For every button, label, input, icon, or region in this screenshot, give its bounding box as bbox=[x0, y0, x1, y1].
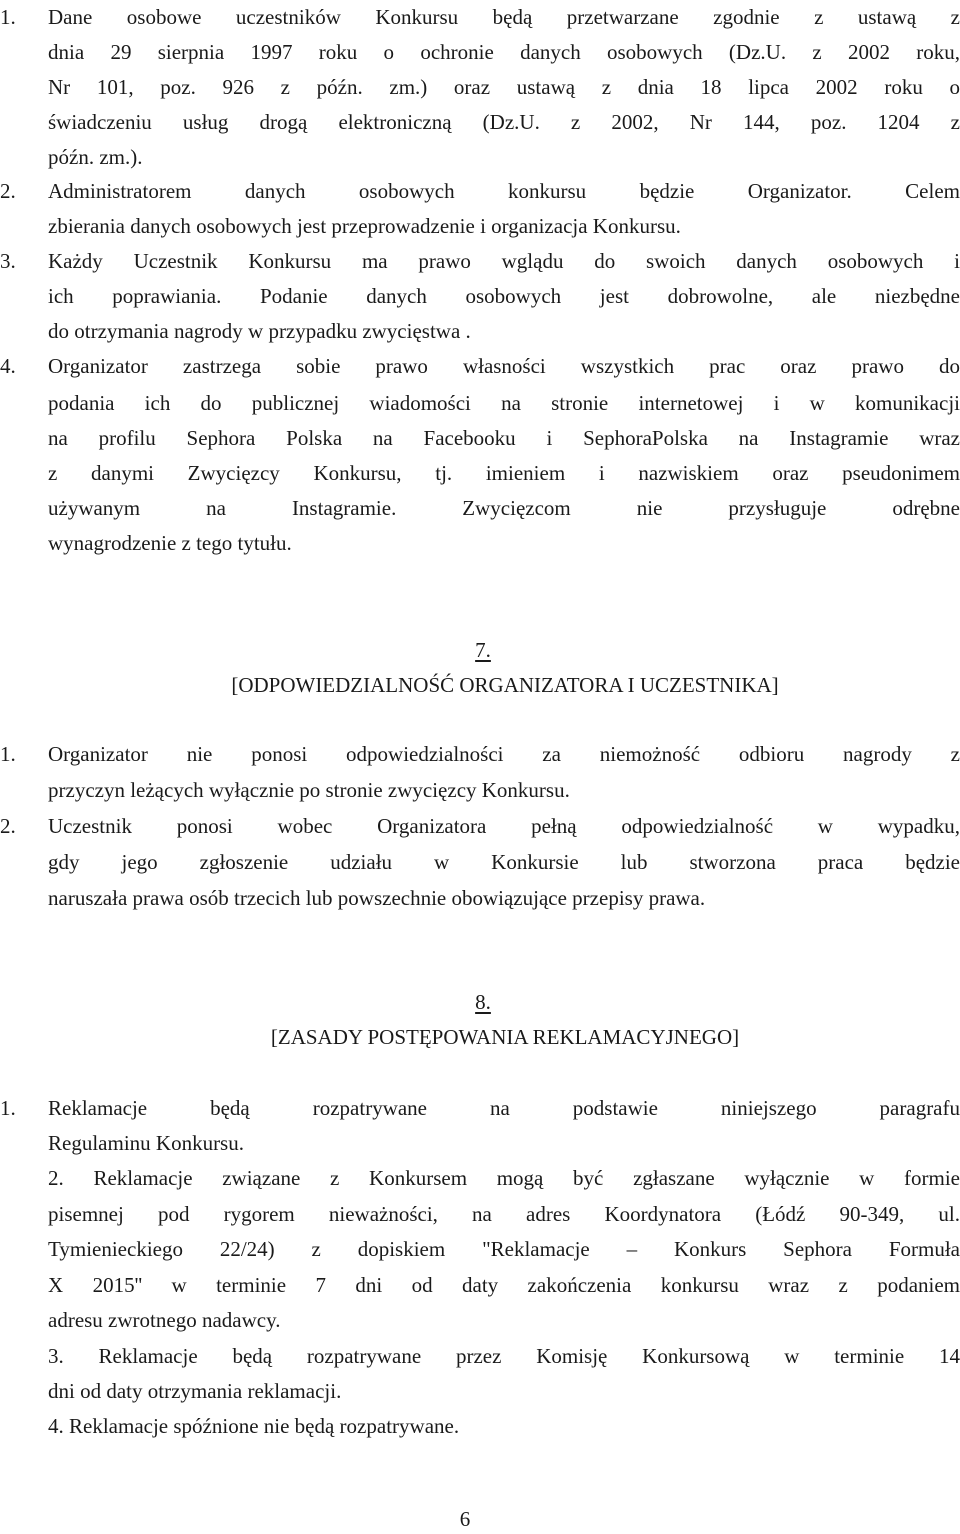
text-line: Regulaminu Konkursu. bbox=[48, 1131, 244, 1155]
section-number bbox=[0, 987, 960, 1017]
item-number: 2. bbox=[0, 179, 16, 203]
text-line: Dane osobowe uczestników Konkursu będą przetwarzane zgodnie z ustawą z bbox=[48, 5, 960, 29]
list-item bbox=[0, 246, 960, 282]
section-8-number: 8. bbox=[475, 990, 491, 1014]
section-7-title: [ODPOWIEDZIALNOŚĆ ORGANIZATORA I UCZESTNIKA] bbox=[231, 673, 779, 697]
section-7-number: 7. bbox=[475, 638, 491, 662]
text-line: 2. Reklamacje związane z Konkursem mogą być zgłaszane wyłącznie w formie bbox=[48, 1166, 960, 1190]
text-line: pisemnej pod rygorem nieważności, na adres Koordynatora (Łódź 90-349, ul. bbox=[48, 1202, 960, 1226]
section-8-title: [ZASADY POSTĘPOWANIA REKLAMACYJNEGO] bbox=[270, 1025, 740, 1049]
list-item bbox=[0, 2, 960, 38]
text-line: podania ich do publicznej wiadomości na stronie internetowej i w komunikacji bbox=[48, 391, 960, 415]
text-line: Administratorem danych osobowych konkursu będzie Organizator. Celem bbox=[48, 179, 960, 203]
text-line: do otrzymania nagrody w przypadku zwycięstwa . bbox=[48, 319, 471, 343]
text-line: Organizator zastrzega sobie prawo własności wszystkich prac oraz prawo do bbox=[48, 354, 960, 378]
list-item bbox=[0, 176, 960, 212]
text-line: naruszała prawa osób trzecich lub powszechnie obowiązujące przepisy prawa. bbox=[48, 886, 706, 910]
item-number: 1. bbox=[0, 1096, 16, 1120]
list-item bbox=[0, 811, 960, 847]
text-line: Uczestnik ponosi wobec Organizatora pełną odpowiedzialność w wypadku, bbox=[48, 814, 960, 838]
text-line: z danymi Zwycięzcy Konkursu, tj. imieniem i nazwiskiem oraz pseudonimem bbox=[48, 461, 960, 485]
text-line: 4. Reklamacje spóźnione nie będą rozpatrywane. bbox=[48, 1414, 460, 1438]
list-item bbox=[0, 1093, 960, 1129]
text-line: Nr 101, poz. 926 z późn. zm.) oraz ustawą z dnia 18 lipca 2002 roku o bbox=[48, 75, 960, 99]
item-number: 4. bbox=[0, 354, 16, 378]
text-line: świadczeniu usług drogą elektroniczną (Dz.U. z 2002, Nr 144, poz. 1204 z bbox=[48, 110, 960, 134]
text-line: adresu zwrotnego nadawcy. bbox=[48, 1308, 281, 1332]
text-line: wynagrodzenie z tego tytułu. bbox=[48, 531, 292, 555]
item-number: 2. bbox=[0, 814, 16, 838]
text-line: zbierania danych osobowych jest przeprowadzenie i organizacja Konkursu. bbox=[48, 214, 681, 238]
list-item bbox=[0, 1163, 960, 1199]
item-number: 1. bbox=[0, 5, 16, 29]
section-number bbox=[0, 635, 960, 665]
item-number: 1. bbox=[0, 742, 16, 766]
text-line: Reklamacje będą rozpatrywane na podstawie niniejszego paragrafu bbox=[48, 1096, 960, 1120]
item-number: 3. bbox=[0, 249, 16, 273]
text-line: 3. Reklamacje będą rozpatrywane przez Komisję Konkursową w terminie 14 bbox=[48, 1344, 960, 1368]
text-line: Każdy Uczestnik Konkursu ma prawo wglądu do swoich danych osobowych i bbox=[48, 249, 960, 273]
text-line: Tymienieckiego 22/24) z dopiskiem "Reklamacje – Konkurs Sephora Formuła bbox=[48, 1237, 960, 1261]
text-line: przyczyn leżących wyłącznie po stronie zwycięzcy Konkursu. bbox=[48, 778, 570, 802]
page-number: 6 bbox=[459, 1507, 471, 1531]
text-line: używanym na Instagramie. Zwycięzcom nie przysługuje odrębne bbox=[48, 496, 960, 520]
text-line: dnia 29 sierpnia 1997 roku o ochronie danych osobowych (Dz.U. z 2002 roku, bbox=[48, 40, 960, 64]
list-item bbox=[0, 351, 960, 387]
list-item bbox=[0, 1411, 960, 1447]
list-item bbox=[0, 739, 960, 775]
text-line: X 2015'' w terminie 7 dni od daty zakończenia konkursu wraz z podaniem bbox=[48, 1273, 960, 1297]
text-line: dni od daty otrzymania reklamacji. bbox=[48, 1379, 342, 1403]
list-item bbox=[0, 1341, 960, 1377]
text-line: ich poprawiania. Podanie danych osobowych jest dobrowolne, ale niezbędne bbox=[48, 284, 960, 308]
text-line: na profilu Sephora Polska na Facebooku i SephoraPolska na Instagramie wraz bbox=[48, 426, 960, 450]
text-line: gdy jego zgłoszenie udziału w Konkursie lub stworzona praca będzie bbox=[48, 850, 960, 874]
text-line: Organizator nie ponosi odpowiedzialności za niemożność odbioru nagrody z bbox=[48, 742, 960, 766]
text-line: późn. zm.). bbox=[48, 145, 143, 169]
